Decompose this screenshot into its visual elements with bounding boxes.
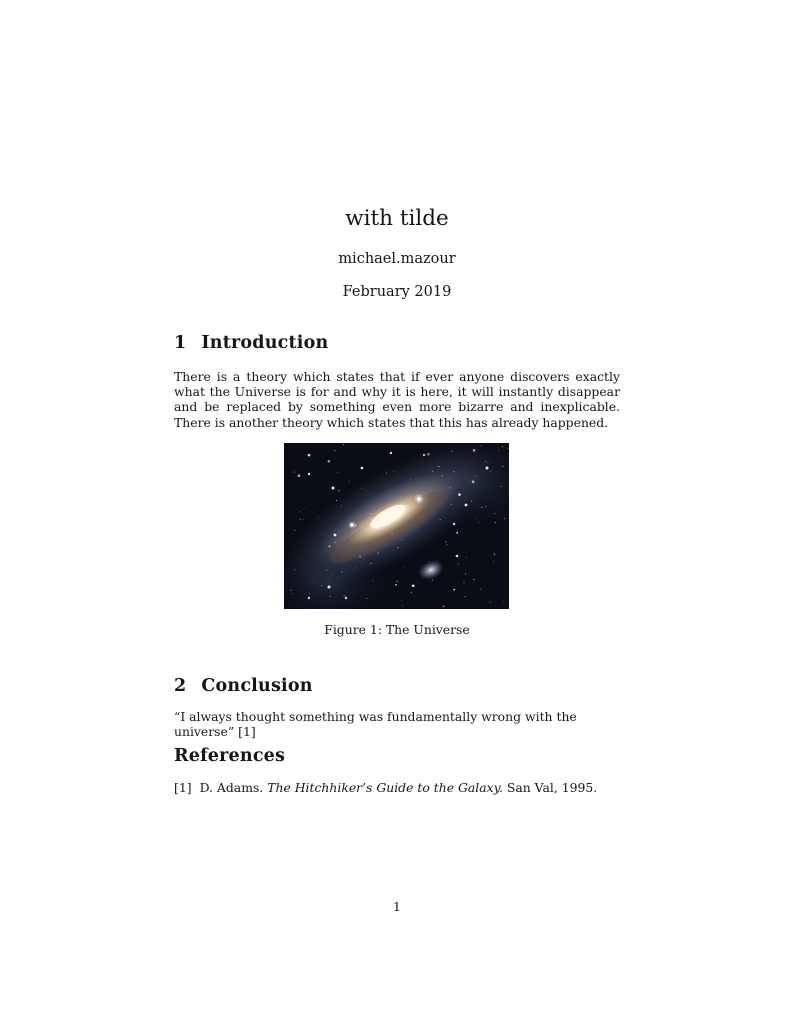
page-number: 1: [393, 899, 401, 914]
conclusion-paragraph: “I always thought something was fundamentally wrong with the universe” [1]: [174, 709, 577, 740]
document-date: February 2019: [342, 284, 452, 300]
reference-publisher: San Val, 1995.: [506, 780, 598, 795]
document-title: with tilde: [345, 206, 449, 231]
text-column: [174, 0, 620, 1028]
introduction-paragraph: There is a theory which states that if ever anyone discovers exactly what the Universe is for and why it is here, it will instantly disappear and be replaced by something even more bizarre and inexplicable. There is another theory which states that this has already happened.: [174, 369, 620, 430]
document-author: michael.mazour: [338, 251, 456, 267]
section-heading-introduction: [174, 333, 620, 353]
reference-marker: [1]: [174, 780, 192, 795]
figure-universe: [284, 443, 509, 609]
section-number: 1: [174, 333, 187, 353]
reference-title-italic: The Hitchhiker’s Guide to the Galaxy.: [267, 780, 503, 795]
galaxy-photo: [284, 443, 509, 609]
reference-author: D. Adams.: [199, 780, 264, 795]
section-title: Introduction: [201, 333, 329, 353]
figure-caption: Figure 1: The Universe: [324, 622, 470, 637]
references-heading: References: [174, 746, 286, 766]
section-title: Conclusion: [201, 676, 313, 696]
section-number: 2: [174, 676, 187, 696]
reference-item: [174, 780, 620, 795]
section-heading-conclusion: [174, 676, 620, 696]
